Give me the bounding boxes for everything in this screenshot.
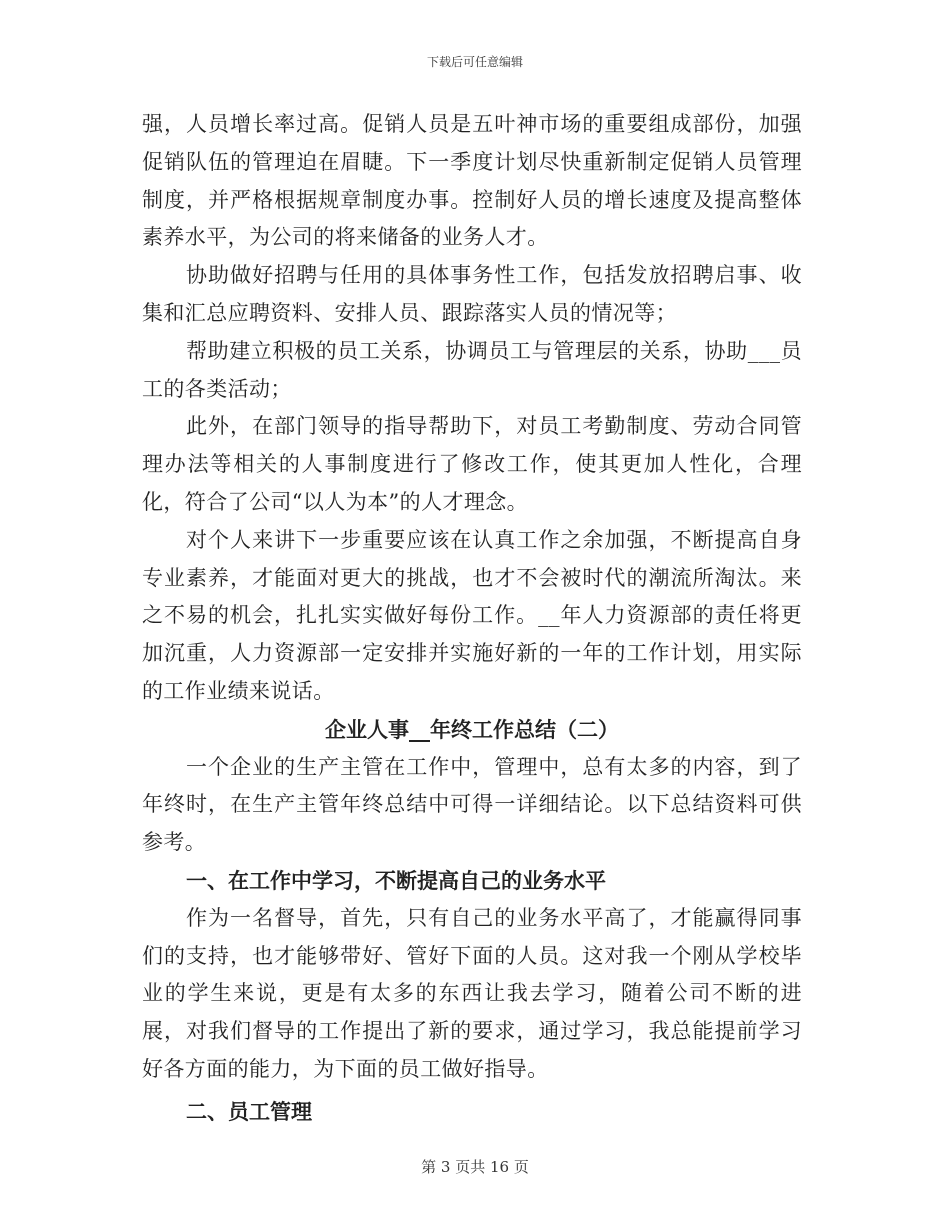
paragraph-intro: 一个企业的生产主管在工作中，管理中，总有太多的内容，到了年终时，在生产主管年终总结中可得一详细结论。以下总结资料可供参考。 — [142, 754, 802, 855]
paragraph-employee-relations: 帮助建立积极的员工关系，协调员工与管理层的关系，协助___员工的各类活动； — [142, 338, 802, 401]
section-title: 企业人事__年终工作总结（二） — [325, 716, 619, 742]
heading-staff-management: 二、员工管理 — [186, 1098, 312, 1124]
document-body — [142, 106, 802, 1131]
paragraph-recruitment: 协助做好招聘与任用的具体事务性工作，包括发放招聘启事、收集和汇总应聘资料、安排人员、跟踪落实人员的情况等； — [142, 263, 802, 325]
paragraph-learning: 作为一名督导，首先，只有自己的业务水平高了，才能赢得同事们的支持，也才能够带好、管好下面的人员。这对我一个刚从学校毕业的学生来说，更是有太多的东西让我去学习，随着公司不断的进展，对我们督导的工作提出了新的要求，通过学习，我总能提前学习好各方面的能力，为下面的员工做好指导。 — [142, 905, 802, 1081]
page-header: 下载后可任意编辑 — [426, 55, 523, 69]
paragraph-system-revision: 此外，在部门领导的指导帮助下，对员工考勤制度、劳动合同管理办法等相关的人事制度进行了修改工作，使其更加人性化，合理化，符合了公司“以人为本”的人才理念。 — [142, 414, 802, 514]
paragraph-continued: 强，人员增长率过高。促销人员是五叶神市场的重要组成部份，加强促销队伍的管理迫在眉睫。下一季度计划尽快重新制定促销人员管理制度，并严格根据规章制度办事。控制好人员的增长速度及提高整体素养水平，为公司的将来储备的业务人才。 — [142, 112, 802, 250]
page-footer: 第 3 页共 16 页 — [421, 1158, 529, 1176]
heading-learning: 一、在工作中学习，不断提高自己的业务水平 — [186, 867, 606, 893]
paragraph-personal-plan: 对个人来讲下一步重要应该在认真工作之余加强，不断提高自身专业素养，才能面对更大的挑战，也才不会被时代的潮流所淘汰。来之不易的机会，扎扎实实做好每份工作。__年人力资源部的责任将更加沉重，人力资源部一定安排并实施好新的一年的工作计划，用实际的工作业绩来说话。 — [142, 527, 802, 703]
